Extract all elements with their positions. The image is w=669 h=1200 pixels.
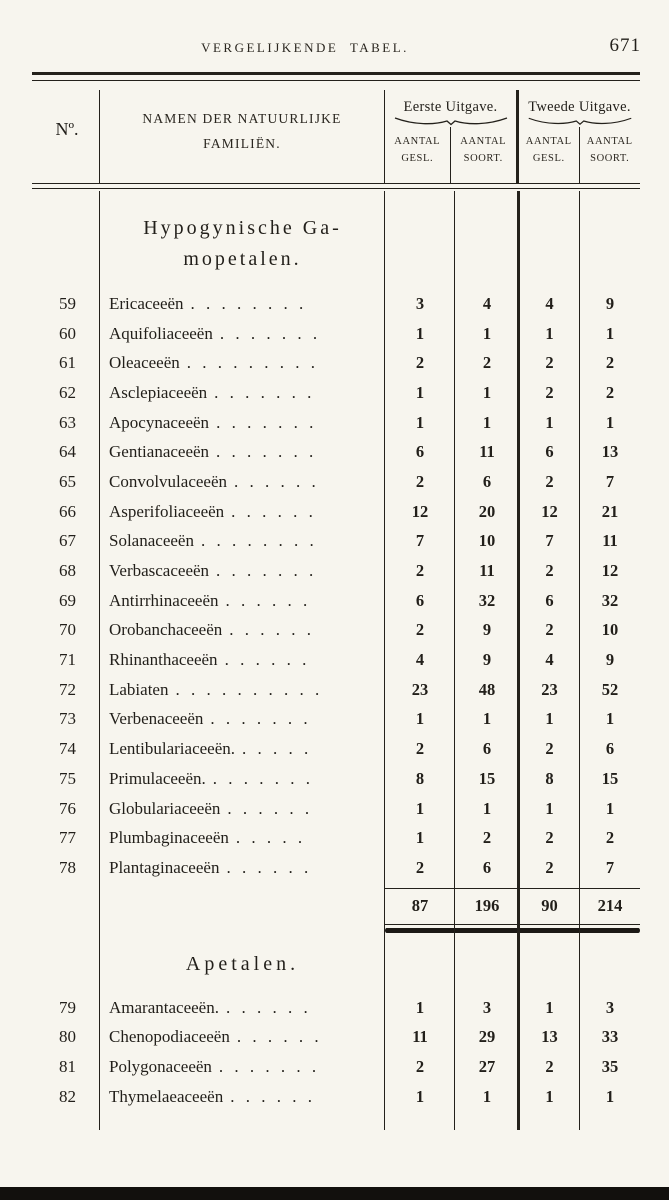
first-edition-species: 15 xyxy=(478,768,496,788)
row-number: 78 xyxy=(59,857,76,877)
first-edition-genera: 2 xyxy=(415,471,425,491)
first-edition-species: 32 xyxy=(478,590,496,610)
first-edition-species: 1 xyxy=(482,323,492,343)
second-edition-genera: 1 xyxy=(545,1086,554,1106)
family-name-cell xyxy=(100,1087,385,1107)
first-edition-species: 9 xyxy=(482,620,492,640)
family-name-cell xyxy=(100,828,385,848)
row-number: 82 xyxy=(59,1086,76,1106)
column-divider xyxy=(579,191,580,1130)
column-header-names-line2: FAMILIËN. xyxy=(203,135,281,151)
second-edition-genera: 2 xyxy=(545,620,554,640)
first-edition-genera: 2 xyxy=(415,620,425,640)
dot-leader: . . . . . . . xyxy=(219,323,319,343)
family-name-cell xyxy=(100,709,385,729)
second-edition-genera: 23 xyxy=(541,679,558,699)
row-number: 80 xyxy=(59,1027,76,1047)
second-edition-species: 1 xyxy=(605,323,615,343)
second-edition-genera: 4 xyxy=(545,293,554,313)
dot-leader: . . . . . . xyxy=(230,1086,313,1106)
first-edition-species: 10 xyxy=(478,531,496,551)
first-edition-species: 1 xyxy=(482,1086,492,1106)
dot-leader: . . . . . . xyxy=(227,798,311,818)
second-edition-species: 2 xyxy=(605,353,615,373)
column-header-names xyxy=(100,90,385,183)
dot-leader: . . . . . xyxy=(235,828,304,848)
family-name-cell xyxy=(100,353,385,373)
section-heading-apetalen: Apetalen. xyxy=(185,952,300,975)
family-name-cell xyxy=(100,799,385,819)
second-edition-genera: 8 xyxy=(545,768,554,788)
table-row xyxy=(35,289,640,319)
first-edition-species: 1 xyxy=(482,709,492,729)
family-name-cell xyxy=(100,324,385,344)
second-edition-species: 7 xyxy=(605,471,615,491)
family-name-cell xyxy=(100,502,385,522)
family-name-cell xyxy=(100,680,385,700)
second-edition-species: 1 xyxy=(605,798,615,818)
second-edition-genera: 1 xyxy=(545,323,554,343)
family-name: Oleaceeën xyxy=(109,353,180,373)
row-number: 69 xyxy=(59,590,76,610)
header-double-rule xyxy=(32,183,640,189)
totals-block xyxy=(35,888,640,933)
family-name-cell xyxy=(100,858,385,878)
table-row xyxy=(35,764,640,794)
first-edition-genera: 1 xyxy=(415,1086,425,1106)
second-edition-genera: 7 xyxy=(545,531,554,551)
dot-leader: . . . . . . xyxy=(225,590,309,610)
table-row xyxy=(35,527,640,557)
column-divider xyxy=(384,191,385,1130)
second-edition-species: 6 xyxy=(605,739,615,759)
section-heading-hypogynische xyxy=(100,191,385,289)
table-row xyxy=(35,675,640,705)
family-name-cell xyxy=(100,531,385,551)
table-row xyxy=(35,1052,640,1082)
first-edition-genera: 6 xyxy=(415,442,425,462)
dot-leader: . . . . . . . xyxy=(216,561,315,581)
second-edition-species: 2 xyxy=(605,828,615,848)
second-edition-genera: 13 xyxy=(541,1027,558,1047)
totals-row xyxy=(35,889,640,924)
row-number: 73 xyxy=(59,709,76,729)
first-edition-species: 6 xyxy=(482,471,492,491)
subheader-soort-label: SOORT. xyxy=(463,152,503,164)
family-name: Globulariaceeën xyxy=(109,798,221,818)
first-edition-genera: 23 xyxy=(411,679,429,699)
dot-leader: . . . . . . xyxy=(225,997,309,1017)
family-name: Convolvulaceeën xyxy=(109,471,228,491)
family-name-cell xyxy=(100,739,385,759)
row-number: 62 xyxy=(59,382,76,402)
totals-thick-rule xyxy=(385,928,640,933)
family-name: Plumbaginaceeën xyxy=(109,828,229,848)
family-name-cell xyxy=(100,472,385,492)
first-edition-genera: 8 xyxy=(415,768,425,788)
row-number: 76 xyxy=(59,798,76,818)
table-row xyxy=(35,705,640,735)
second-edition-genera: 6 xyxy=(545,442,554,462)
table-row xyxy=(35,556,640,586)
second-edition-genera: 2 xyxy=(545,353,554,373)
subheader-row-first-edition xyxy=(385,127,516,183)
table-row xyxy=(35,734,640,764)
second-edition-species: 1 xyxy=(605,1086,615,1106)
subheader-aantal-label: AANTAL xyxy=(394,136,441,147)
column-divider xyxy=(454,191,455,1130)
first-edition-species: 27 xyxy=(478,1057,496,1077)
dot-leader: . . . . . . . xyxy=(216,412,315,432)
dot-leader: . . . . . . xyxy=(234,471,317,491)
scan-edge-bar xyxy=(0,1187,669,1200)
second-edition-genera: 2 xyxy=(545,471,554,491)
first-edition-genera: 1 xyxy=(415,412,425,432)
dot-leader: . . . . . . xyxy=(226,857,310,877)
row-number: 64 xyxy=(59,442,76,462)
second-edition-species: 9 xyxy=(605,293,615,313)
table-row xyxy=(35,616,640,646)
rows-section-2 xyxy=(35,993,640,1112)
first-edition-species: 11 xyxy=(479,561,495,581)
table-row xyxy=(35,467,640,497)
second-edition-species: 21 xyxy=(601,501,619,521)
second-edition-species: 32 xyxy=(601,590,619,610)
family-name: Solanaceeën xyxy=(109,531,194,551)
row-number: 75 xyxy=(59,768,76,788)
first-edition-genera: 1 xyxy=(415,997,425,1017)
row-number: 72 xyxy=(59,679,76,699)
subheader-gesl-second xyxy=(519,127,580,183)
first-edition-genera: 1 xyxy=(415,709,425,729)
brace-icon xyxy=(392,116,510,126)
family-name-cell xyxy=(100,1027,385,1047)
second-edition-species: 35 xyxy=(601,1057,619,1077)
first-edition-species: 9 xyxy=(482,650,492,670)
family-name-cell xyxy=(100,591,385,611)
first-edition-genera: 2 xyxy=(415,857,425,877)
first-edition-genera: 12 xyxy=(411,501,429,521)
family-name: Orobanchaceeën xyxy=(109,620,223,640)
family-name-cell xyxy=(100,561,385,581)
row-number: 70 xyxy=(59,620,76,640)
table-row xyxy=(35,586,640,616)
family-name: Polygonaceeën xyxy=(109,1057,212,1077)
family-name-cell xyxy=(100,998,385,1018)
second-edition-genera: 2 xyxy=(545,382,554,402)
family-name: Primulaceeën. xyxy=(109,768,206,788)
row-number: 65 xyxy=(59,471,76,491)
dot-leader: . . . . . . . . xyxy=(190,293,305,313)
family-name-cell xyxy=(100,1057,385,1077)
first-edition-species: 48 xyxy=(478,679,496,699)
table-row xyxy=(35,794,640,824)
column-group-second-edition xyxy=(519,90,640,183)
dot-leader: . . . . . . . . . . xyxy=(175,679,321,699)
second-edition-species: 33 xyxy=(601,1027,619,1047)
subheader-gesl-label: GESL. xyxy=(401,152,434,164)
top-double-rule xyxy=(32,72,640,81)
first-edition-species: 1 xyxy=(482,798,492,818)
family-name-cell xyxy=(100,413,385,433)
family-name: Gentianaceeën xyxy=(109,442,210,462)
brace-decoration xyxy=(519,116,640,127)
second-edition-species: 1 xyxy=(605,709,615,729)
brace-decoration xyxy=(385,116,516,127)
family-name: Lentibulariaceeën. xyxy=(109,739,236,759)
second-edition-species: 11 xyxy=(602,531,618,551)
row-number: 67 xyxy=(59,531,76,551)
second-edition-genera: 2 xyxy=(545,857,554,877)
table-row xyxy=(35,408,640,438)
totals-thin-rule xyxy=(385,924,640,926)
totals-second-edition-species: 214 xyxy=(597,896,623,916)
totals-first-edition-genera: 87 xyxy=(411,896,429,916)
first-edition-species: 1 xyxy=(482,412,492,432)
second-edition-species: 3 xyxy=(605,997,615,1017)
running-title: VERGELIJKENDE TABEL. xyxy=(201,40,409,55)
dot-leader: . . . . . . . xyxy=(210,709,309,729)
row-number: 77 xyxy=(59,828,76,848)
subheader-aantal-label: AANTAL xyxy=(460,136,507,147)
dot-leader: . . . . . . . xyxy=(218,1057,318,1077)
row-number: 74 xyxy=(59,739,76,759)
first-edition-species: 1 xyxy=(482,382,492,402)
second-edition-genera: 4 xyxy=(545,650,554,670)
second-edition-species: 52 xyxy=(601,679,619,699)
second-edition-species: 7 xyxy=(605,857,615,877)
table-row xyxy=(35,1082,640,1112)
family-name: Antirrhinaceeën xyxy=(109,590,219,610)
family-name: Thymelaeaceeën xyxy=(109,1086,224,1106)
first-edition-genera: 7 xyxy=(415,531,425,551)
totals-second-edition-genera: 90 xyxy=(541,896,558,916)
first-edition-genera: 1 xyxy=(415,323,425,343)
dot-leader: . . . . . . xyxy=(236,1027,320,1047)
first-edition-species: 6 xyxy=(482,857,492,877)
family-name: Verbascaceeën xyxy=(109,561,210,581)
row-number: 61 xyxy=(59,353,76,373)
table-row xyxy=(35,497,640,527)
first-edition-species: 2 xyxy=(482,828,492,848)
table-row xyxy=(35,645,640,675)
family-name-cell xyxy=(100,620,385,640)
family-name: Ericaceeën xyxy=(109,293,184,313)
table-row xyxy=(35,437,640,467)
dot-leader: . . . . . . . xyxy=(216,442,315,462)
first-edition-species: 20 xyxy=(478,501,496,521)
subheader-soort-second xyxy=(580,127,641,183)
row-number: 68 xyxy=(59,561,76,581)
family-name-cell xyxy=(100,442,385,462)
first-edition-species: 11 xyxy=(479,442,495,462)
first-edition-genera: 11 xyxy=(412,1027,428,1047)
family-name-cell xyxy=(100,294,385,314)
second-edition-species: 15 xyxy=(601,768,619,788)
first-edition-genera: 2 xyxy=(415,561,425,581)
group-title-second-edition: Tweede Uitgave. xyxy=(528,99,631,115)
column-divider xyxy=(99,191,100,1130)
row-number: 79 xyxy=(59,997,76,1017)
row-number: 81 xyxy=(59,1057,76,1077)
dot-leader: . . . . . . xyxy=(229,620,313,640)
family-name-cell xyxy=(100,769,385,789)
row-number: 66 xyxy=(59,501,76,521)
family-name: Apocynaceeën xyxy=(109,412,210,432)
group-title-first-edition: Eerste Uitgave. xyxy=(403,99,498,115)
family-name: Asclepiaceeën xyxy=(109,382,208,402)
subheader-soort-first xyxy=(451,127,517,183)
first-edition-genera: 1 xyxy=(415,828,425,848)
edition-divider-thick xyxy=(517,191,520,1130)
first-edition-genera: 6 xyxy=(415,590,425,610)
second-edition-species: 2 xyxy=(605,382,615,402)
row-number: 59 xyxy=(59,293,76,313)
family-name: Amarantaceeën. xyxy=(109,997,219,1017)
column-header-names-line1: NAMEN DER NATUURLIJKE xyxy=(142,111,342,126)
table-row xyxy=(35,1023,640,1053)
family-name: Asperifoliaceeën xyxy=(109,501,225,521)
dot-leader: . . . . . . . xyxy=(214,382,313,402)
subheader-soort-label: SOORT. xyxy=(590,152,630,164)
family-name-cell xyxy=(100,383,385,403)
table-header xyxy=(35,90,640,183)
dot-leader: . . . . . . . xyxy=(212,768,312,788)
first-edition-genera: 2 xyxy=(415,739,425,759)
row-number: 63 xyxy=(59,412,76,432)
table-row xyxy=(35,319,640,349)
second-edition-species: 1 xyxy=(605,412,615,432)
dot-leader: . . . . . xyxy=(242,739,310,759)
subheader-gesl-label: GESL. xyxy=(532,152,565,164)
section-heading-line1: Hypogynische Ga- xyxy=(143,217,342,239)
totals-first-edition-species: 196 xyxy=(474,896,500,916)
second-edition-genera: 2 xyxy=(545,828,554,848)
first-edition-genera: 3 xyxy=(415,293,425,313)
first-edition-species: 29 xyxy=(478,1027,496,1047)
second-edition-genera: 1 xyxy=(545,997,554,1017)
second-edition-genera: 2 xyxy=(545,1057,554,1077)
dot-leader: . . . . . . xyxy=(231,501,314,521)
subheader-aantal-label: AANTAL xyxy=(586,136,633,147)
rows-section-1 xyxy=(35,289,640,883)
first-edition-species: 2 xyxy=(482,353,492,373)
dot-leader: . . . . . . xyxy=(224,650,308,670)
family-name: Chenopodiaceeën xyxy=(109,1027,230,1047)
family-name: Aquifoliaceeën xyxy=(109,323,213,343)
row-number: 71 xyxy=(59,650,76,670)
first-edition-genera: 1 xyxy=(415,382,425,402)
subheader-aantal-label: AANTAL xyxy=(525,136,572,147)
family-name: Rhinanthaceeën xyxy=(109,650,218,670)
brace-icon xyxy=(526,116,634,126)
second-edition-species: 13 xyxy=(601,442,619,462)
second-edition-genera: 1 xyxy=(545,412,554,432)
row-number: 60 xyxy=(59,323,76,343)
first-edition-species: 6 xyxy=(482,739,492,759)
first-edition-genera: 2 xyxy=(415,353,425,373)
table-row xyxy=(35,348,640,378)
second-edition-genera: 1 xyxy=(545,709,554,729)
family-name: Verbenaceeën xyxy=(109,709,204,729)
family-name-cell xyxy=(100,650,385,670)
second-edition-species: 10 xyxy=(601,620,619,640)
first-edition-species: 4 xyxy=(482,293,492,313)
dot-leader: . . . . . . . . . xyxy=(186,353,317,373)
second-edition-genera: 12 xyxy=(541,501,558,521)
table-row xyxy=(35,823,640,853)
first-edition-species: 3 xyxy=(482,997,492,1017)
first-edition-genera: 1 xyxy=(415,798,425,818)
second-edition-genera: 2 xyxy=(545,739,554,759)
family-name: Plantaginaceeën xyxy=(109,857,220,877)
first-edition-genera: 4 xyxy=(415,650,425,670)
dot-leader: . . . . . . . . xyxy=(200,531,315,551)
column-group-first-edition xyxy=(385,90,519,183)
second-edition-genera: 1 xyxy=(545,798,554,818)
second-edition-genera: 2 xyxy=(545,561,554,581)
subheader-row-second-edition xyxy=(519,127,640,183)
table-row xyxy=(35,378,640,408)
second-edition-species: 12 xyxy=(601,561,619,581)
table-body xyxy=(35,191,640,1130)
totals-bottom-rules xyxy=(385,924,640,933)
second-edition-species: 9 xyxy=(605,650,615,670)
table-row xyxy=(35,993,640,1023)
subheader-gesl-first xyxy=(385,127,451,183)
section-heading-line2: mopetalen. xyxy=(183,248,302,270)
second-edition-genera: 6 xyxy=(545,590,554,610)
page-number: 671 xyxy=(609,35,641,56)
column-header-number: Nº. xyxy=(35,90,100,183)
family-name: Labiaten xyxy=(109,679,169,699)
first-edition-genera: 2 xyxy=(415,1057,425,1077)
table-row xyxy=(35,853,640,883)
